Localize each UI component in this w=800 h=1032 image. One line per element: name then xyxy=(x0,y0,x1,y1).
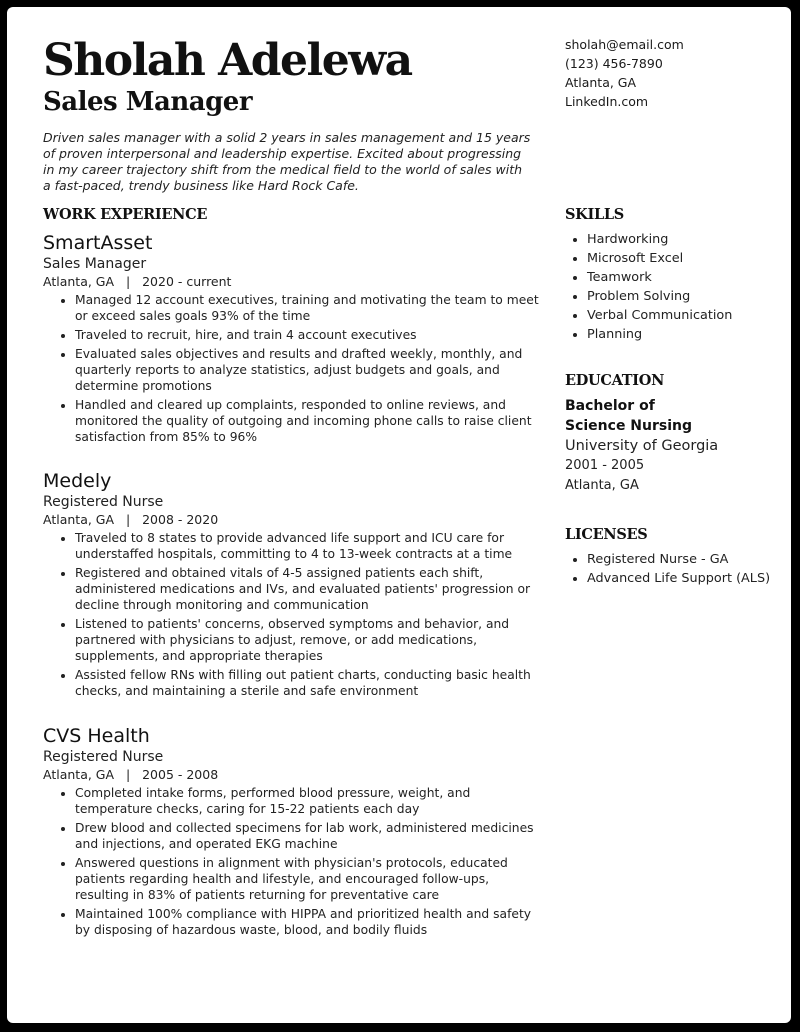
school: University of Georgia xyxy=(565,438,719,454)
list-item: • Traveled to recruit, hire, and train 4 account executives xyxy=(75,327,543,343)
skill-item: • Verbal Communication xyxy=(587,306,732,325)
contact-block xyxy=(565,35,684,111)
list-item: • Drew blood and collected specimens for lab work, administered medicines and injections, and operated EKG machine xyxy=(75,820,543,852)
degree: Bachelor of Science Nursing xyxy=(565,398,693,434)
resume-page xyxy=(7,7,791,1023)
list-item: • Handled and cleared up complaints, responded to online reviews, and monitored the quality of outgoing and incoming phone calls to raise client satisfaction from 85% to 96% xyxy=(75,397,543,445)
job-entry xyxy=(43,724,543,941)
list-item: • Answered questions in alignment with physician's protocols, educated patients regarding health and lifestyle, and encouraged follow-ups, resulting in 83% of patients returning for preventative care xyxy=(75,855,543,903)
work-experience-heading: WORK EXPERIENCE xyxy=(43,206,208,223)
skills-list xyxy=(565,230,732,344)
job-entry xyxy=(43,231,543,448)
list-item: • Traveled to 8 states to provide advanced life support and ICU care for understaffed hospitals, committing to 4 to 13-week contracts at a time xyxy=(75,530,543,562)
job-bullets xyxy=(43,530,543,699)
contact-phone[interactable]: (123) 456-7890 xyxy=(565,56,663,71)
licenses-list xyxy=(565,550,770,588)
contact-location: Atlanta, GA xyxy=(565,75,637,90)
list-item: • Maintained 100% compliance with HIPPA and prioritized health and safety by disposing of hazardous waste, blood, and bodily fluids xyxy=(75,906,543,938)
job-meta: Atlanta, GA | 2008 - 2020 xyxy=(43,512,219,527)
licenses-heading: LICENSES xyxy=(565,526,648,543)
education-entry xyxy=(565,396,775,496)
job-meta: Atlanta, GA | 2020 - current xyxy=(43,274,232,289)
list-item: • Listened to patients' concerns, observed symptoms and behavior, and partnered with physicians to adjust, remove, or add medications, supplements, and appropriate therapies xyxy=(75,616,543,664)
job-meta: Atlanta, GA | 2005 - 2008 xyxy=(43,767,219,782)
list-item: • Completed intake forms, performed blood pressure, weight, and temperature checks, caring for 15-22 patients each day xyxy=(75,785,543,817)
contact-linkedin[interactable]: LinkedIn.com xyxy=(565,94,649,109)
education-years: 2001 - 2005 xyxy=(565,458,645,473)
skill-item: • Problem Solving xyxy=(587,287,732,306)
list-item: • Evaluated sales objectives and results and drafted weekly, monthly, and quarterly reports to analyze statistics, adjust budgets and goals, and determine promotions xyxy=(75,346,543,394)
job-role: Registered Nurse xyxy=(43,494,164,510)
job-title: Sales Manager xyxy=(43,87,253,117)
list-item: • Assisted fellow RNs with filling out patient charts, conducting basic health checks, and maintaining a sterile and safe environment xyxy=(75,667,543,699)
company-name: CVS Health xyxy=(43,725,150,747)
skill-item: • Microsoft Excel xyxy=(587,249,732,268)
summary: Driven sales manager with a solid 2 years in sales management and 15 years of proven interpersonal and leadership expertise. Excited about progressing in my career trajectory shift from the medical field to the world of sales with a fast-paced, trendy business like Hard Rock Cafe. xyxy=(43,130,531,193)
list-item: • Managed 12 account executives, training and motivating the team to meet or exceed sales goals 93% of the time xyxy=(75,292,543,324)
education-location: Atlanta, GA xyxy=(565,478,639,493)
candidate-name: Sholah Adelewa xyxy=(43,35,412,86)
job-role: Sales Manager xyxy=(43,256,147,272)
license-item: • Registered Nurse - GA xyxy=(587,550,770,569)
company-name: Medely xyxy=(43,470,112,492)
job-bullets xyxy=(43,292,543,445)
skill-item: • Teamwork xyxy=(587,268,732,287)
license-item: • Advanced Life Support (ALS) xyxy=(587,569,770,588)
contact-email[interactable]: sholah@email.com xyxy=(565,37,684,52)
job-bullets xyxy=(43,785,543,938)
skill-item: • Planning xyxy=(587,325,732,344)
company-name: SmartAsset xyxy=(43,232,153,254)
list-item: • Registered and obtained vitals of 4-5 assigned patients each shift, administered medications and IVs, and evaluated patients' progression or decline through monitoring and communication xyxy=(75,565,543,613)
skills-heading: SKILLS xyxy=(565,206,624,223)
education-heading: EDUCATION xyxy=(565,372,665,389)
skill-item: • Hardworking xyxy=(587,230,732,249)
job-role: Registered Nurse xyxy=(43,749,164,765)
job-entry xyxy=(43,469,543,702)
